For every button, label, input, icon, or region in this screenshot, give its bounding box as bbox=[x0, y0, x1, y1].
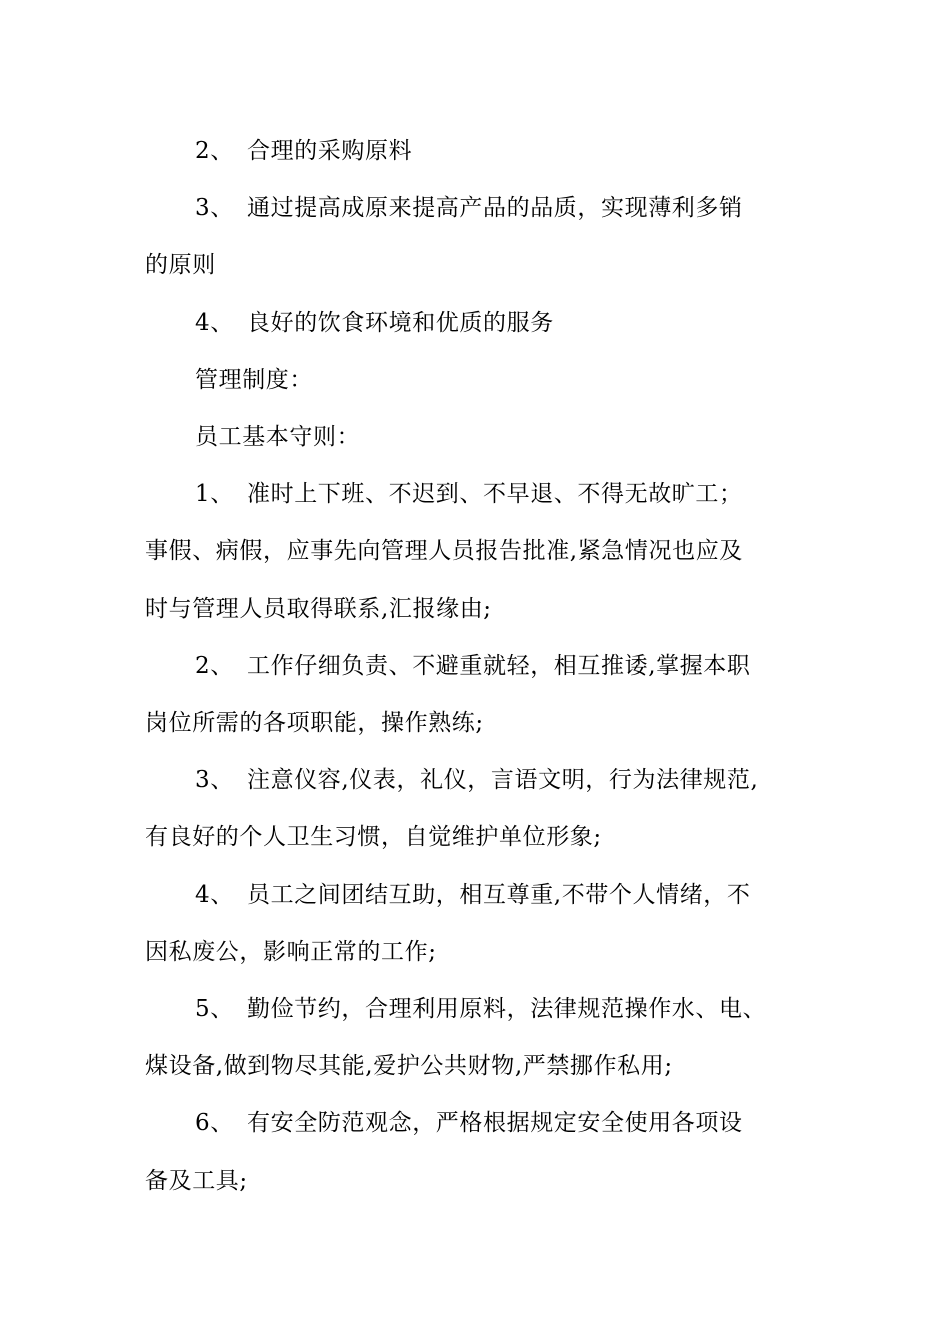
item-number: 2、 bbox=[195, 138, 234, 164]
paragraph-line bbox=[145, 123, 825, 180]
paragraph-line bbox=[145, 466, 825, 523]
paragraph-line bbox=[145, 180, 825, 237]
paragraph-line: 备及工具; bbox=[145, 1167, 248, 1194]
item-text: 准时上下班、不迟到、不早退、不得无故旷工； bbox=[247, 481, 743, 508]
paragraph-line: 员工基本守则： bbox=[195, 424, 361, 451]
paragraph-line: 岗位所需的各项职能，操作熟练; bbox=[145, 710, 484, 737]
item-number: 4、 bbox=[195, 881, 234, 908]
paragraph-line: 管理制度： bbox=[195, 366, 313, 393]
item-text: 勤俭节约，合理利用原料，法律规范操作水、电、 bbox=[247, 996, 767, 1023]
item-text: 注意仪容,仪表，礼仪，言语文明，行为法律规范, bbox=[247, 767, 759, 794]
paragraph-line bbox=[145, 295, 825, 352]
paragraph-line: 的原则 bbox=[145, 252, 216, 279]
item-text: 通过提高成原来提高产品的品质，实现薄利多销 bbox=[247, 195, 743, 222]
item-number: 3、 bbox=[195, 767, 234, 794]
item-number: 1、 bbox=[195, 481, 234, 508]
list-item bbox=[145, 180, 825, 294]
paragraph-line bbox=[145, 981, 825, 1038]
item-number: 2、 bbox=[195, 652, 234, 679]
paragraph-line: 事假、病假，应事先向管理人员报告批准,紧急情况也应及 bbox=[145, 538, 743, 565]
paragraph-line: 有良好的个人卫生习惯，自觉维护单位形象; bbox=[145, 824, 602, 851]
paragraph-line: 煤设备,做到物尽其能,爱护公共财物,严禁挪作私用; bbox=[145, 1053, 673, 1080]
paragraph-line: 因私废公，影响正常的工作; bbox=[145, 938, 437, 965]
item-text: 员工之间团结互助，相互尊重,不带个人情绪，不 bbox=[247, 881, 751, 908]
paragraph-line: 时与管理人员取得联系,汇报缘由; bbox=[145, 595, 492, 622]
list-item bbox=[145, 295, 825, 352]
item-text: 合理的采购原料 bbox=[247, 138, 413, 164]
paragraph-line bbox=[145, 867, 825, 924]
list-item bbox=[145, 123, 825, 180]
document-body bbox=[145, 123, 825, 1210]
list-item bbox=[145, 752, 825, 866]
list-item bbox=[145, 867, 825, 981]
item-number: 5、 bbox=[195, 996, 234, 1023]
list-item bbox=[145, 638, 825, 752]
paragraph-line bbox=[145, 638, 825, 695]
paragraph-line bbox=[145, 1095, 825, 1152]
list-item bbox=[145, 1095, 825, 1209]
item-number: 4、 bbox=[195, 309, 234, 336]
list-item bbox=[145, 466, 825, 638]
item-text: 工作仔细负责、不避重就轻，相互推诿,掌握本职 bbox=[247, 652, 751, 679]
section-heading bbox=[145, 352, 825, 409]
item-number: 6、 bbox=[195, 1110, 234, 1137]
item-text: 良好的饮食环境和优质的服务 bbox=[247, 309, 554, 336]
section-heading bbox=[145, 409, 825, 466]
paragraph-line bbox=[145, 752, 825, 809]
list-item bbox=[145, 981, 825, 1095]
item-number: 3、 bbox=[195, 195, 234, 222]
item-text: 有安全防范观念，严格根据规定安全使用各项设 bbox=[247, 1110, 743, 1137]
